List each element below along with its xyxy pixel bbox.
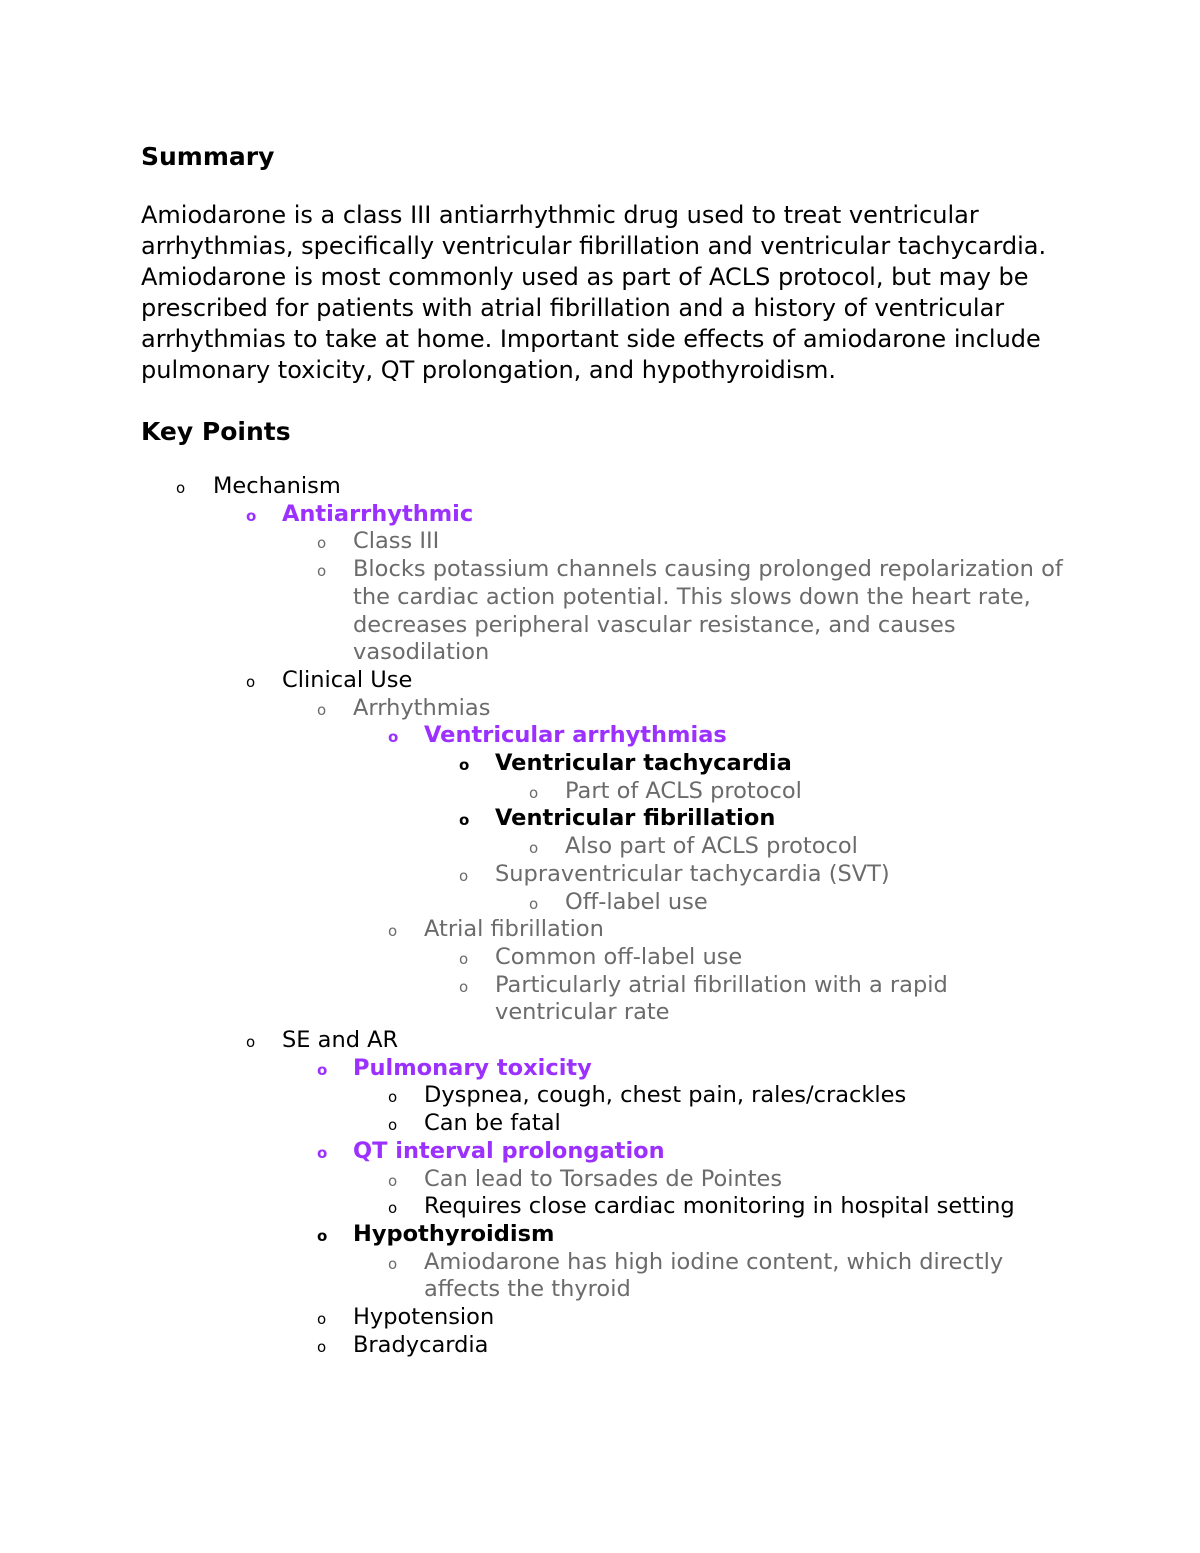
- list-item: [141, 695, 1071, 723]
- bullet-icon: o: [317, 534, 327, 553]
- bullet-icon: o: [246, 672, 256, 691]
- list-item-text: Common off-label use: [495, 943, 743, 970]
- bullet-icon: o: [388, 1088, 398, 1107]
- bullet-icon: o: [317, 1060, 328, 1079]
- list-item-text: Hypothyroidism: [353, 1220, 555, 1247]
- bullet-icon: o: [176, 479, 186, 497]
- key-points-heading: Key Points: [141, 417, 291, 446]
- list-item: [141, 889, 1071, 917]
- bullet-icon: o: [388, 1199, 398, 1218]
- list-item: [141, 528, 1071, 556]
- list-item-text: Pulmonary toxicity: [353, 1054, 592, 1081]
- list-item-text: QT interval prolongation: [353, 1137, 665, 1164]
- list-item-text: Particularly atrial fibrillation with a rapid ventricular rate: [495, 971, 948, 1026]
- list-item-text: Hypotension: [353, 1304, 495, 1331]
- summary-heading: Summary: [141, 142, 275, 171]
- bullet-icon: o: [317, 1310, 327, 1329]
- list-item: [141, 1110, 1071, 1138]
- bullet-icon: o: [317, 562, 327, 581]
- bullet-icon: o: [317, 700, 327, 719]
- list-item-text: Arrhythmias: [353, 694, 491, 721]
- list-item-text: Also part of ACLS protocol: [565, 833, 858, 860]
- list-item-text: SE and AR: [282, 1027, 399, 1054]
- list-item-text: Class III: [353, 528, 440, 555]
- list-item: [141, 1027, 1071, 1055]
- list-item: [141, 667, 1071, 695]
- list-item-text: Amiodarone has high iodine content, which directly affects the thyroid: [424, 1248, 1004, 1303]
- list-item: [141, 1332, 1071, 1360]
- summary-paragraph: Amiodarone is a class III antiarrhythmic drug used to treat ventricular arrhythmias, specifically ventricular fibrillation and ventricular tachycardia. Amiodarone is most commonly used as part of ACLS protocol, but may be prescribed for patients with atrial fibrillation and a history of ventricular arrhythmias to take at home. Important side effects of amiodarone include pulmonary toxicity, QT prolongation, and hypothyroidism.: [141, 201, 1047, 384]
- list-item-text: Ventricular tachycardia: [495, 750, 792, 777]
- bullet-icon: o: [246, 506, 257, 525]
- list-item-text: Off-label use: [565, 888, 708, 915]
- bullet-icon: o: [459, 756, 470, 775]
- list-item: [141, 722, 1071, 750]
- list-item: [141, 1193, 1071, 1221]
- bullet-icon: o: [459, 949, 469, 968]
- list-item: [141, 473, 1071, 501]
- bullet-icon: o: [529, 783, 539, 802]
- list-item: [141, 778, 1071, 806]
- bullet-icon: o: [388, 1171, 398, 1190]
- list-item: [141, 916, 1071, 944]
- list-item-text: Part of ACLS protocol: [565, 777, 802, 804]
- bullet-icon: o: [246, 1033, 256, 1052]
- list-item: [141, 501, 1071, 529]
- bullet-icon: o: [388, 1116, 398, 1135]
- list-item-text: Dyspnea, cough, chest pain, rales/crackles: [424, 1082, 907, 1109]
- list-item: [141, 1221, 1071, 1249]
- bullet-icon: o: [317, 1226, 328, 1245]
- list-item: [141, 1249, 1071, 1304]
- bullet-icon: o: [529, 839, 539, 858]
- bullet-icon: o: [459, 866, 469, 885]
- list-item-text: Supraventricular tachycardia (SVT): [495, 860, 890, 887]
- list-item-text: Requires close cardiac monitoring in hospital setting: [424, 1193, 1015, 1220]
- list-item-text: Atrial fibrillation: [424, 916, 604, 943]
- list-item: [141, 1138, 1071, 1166]
- list-item: [141, 1082, 1071, 1110]
- list-item-text: Ventricular arrhythmias: [424, 722, 727, 749]
- document-page: [141, 138, 1071, 1360]
- bullet-icon: o: [459, 977, 469, 996]
- list-item-text: Can lead to Torsades de Pointes: [424, 1165, 783, 1192]
- bullet-icon: o: [388, 922, 398, 941]
- list-item-text: Ventricular fibrillation: [495, 805, 776, 832]
- key-points-list: [141, 473, 1071, 1360]
- list-item: [141, 556, 1071, 667]
- bullet-icon: o: [388, 728, 399, 747]
- list-item-text: Antiarrhythmic: [282, 500, 474, 527]
- list-item-text: Blocks potassium channels causing prolonged repolarization of the cardiac action potential. This slows down the heart rate, decreases peripheral vascular resistance, and causes vasodilation: [353, 556, 1063, 666]
- list-item: [141, 750, 1071, 778]
- list-item-text: Mechanism: [213, 473, 341, 499]
- list-item-text: Clinical Use: [282, 666, 413, 693]
- list-item: [141, 944, 1071, 972]
- bullet-icon: o: [317, 1337, 327, 1356]
- bullet-icon: o: [459, 811, 470, 830]
- list-item: [141, 861, 1071, 889]
- bullet-icon: o: [317, 1143, 328, 1162]
- list-item-text: Can be fatal: [424, 1110, 561, 1137]
- list-item: [141, 1166, 1071, 1194]
- list-item: [141, 1304, 1071, 1332]
- list-item-text: Bradycardia: [353, 1331, 489, 1358]
- list-item: [141, 1055, 1071, 1083]
- list-item: [141, 805, 1071, 833]
- list-item: [141, 833, 1071, 861]
- bullet-icon: o: [529, 894, 539, 913]
- list-item: [141, 972, 1071, 1027]
- bullet-icon: o: [388, 1254, 398, 1273]
